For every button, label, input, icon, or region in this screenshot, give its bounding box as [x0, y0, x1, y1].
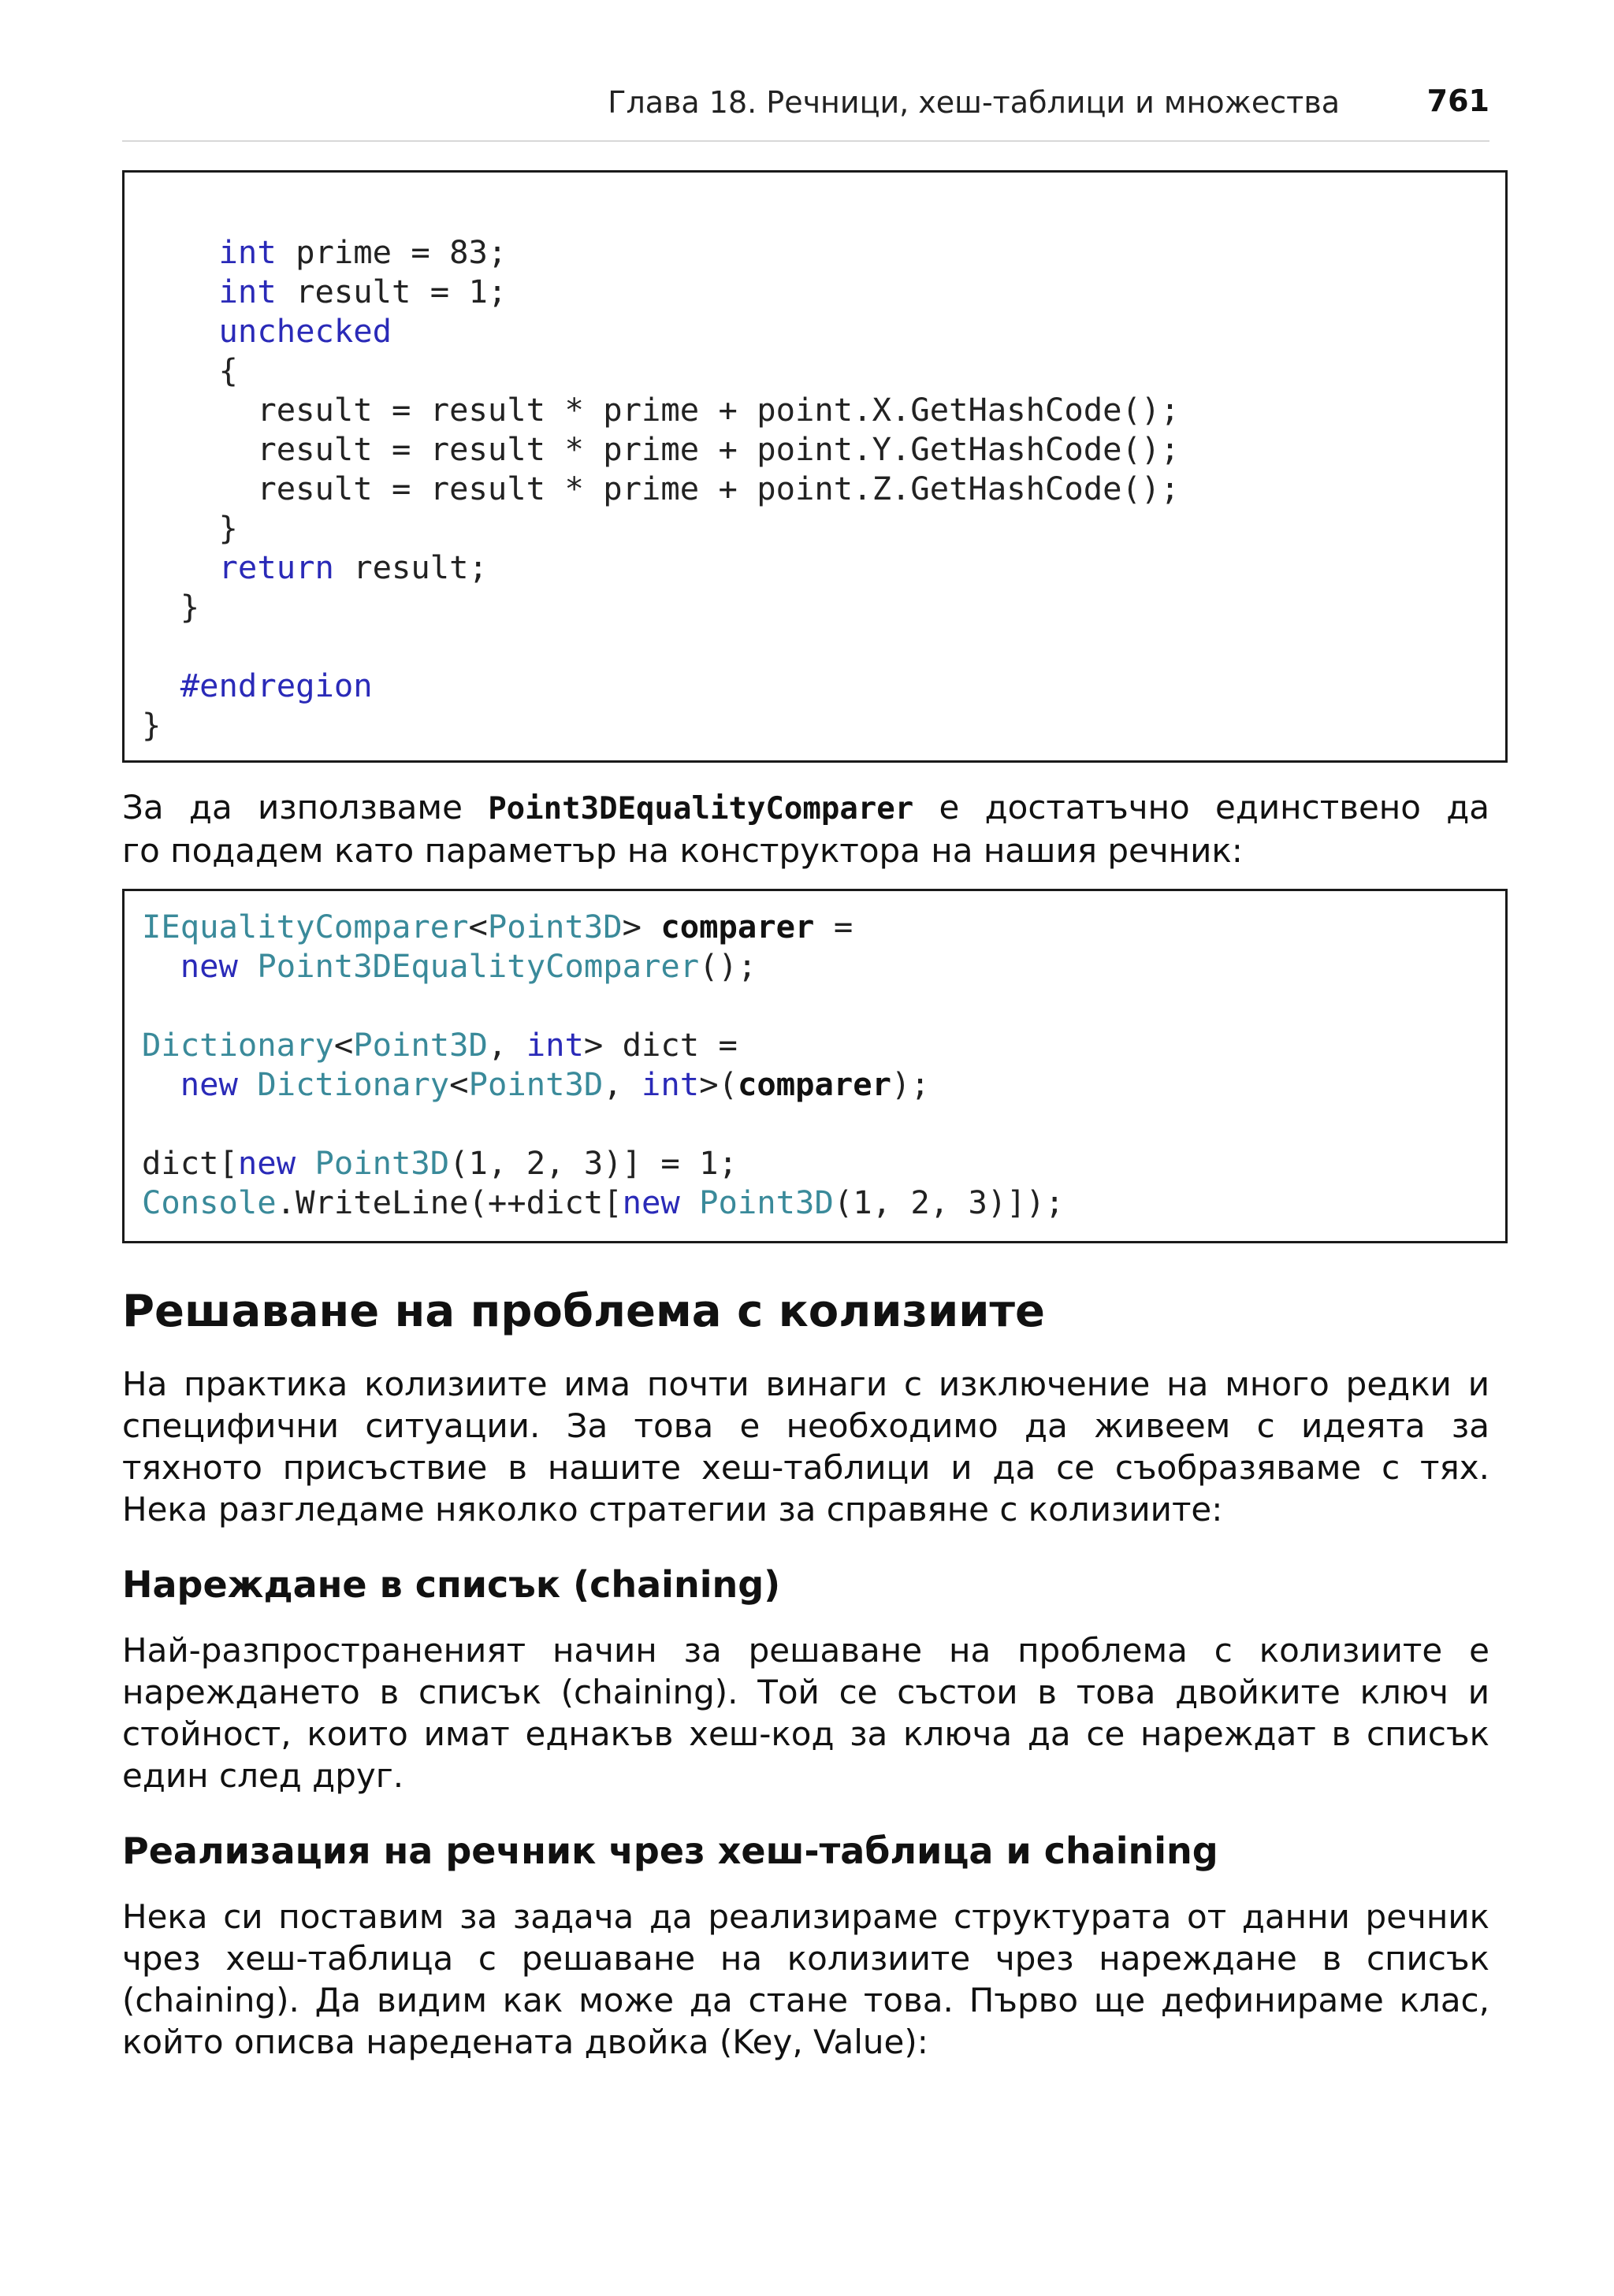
code-block-dictionary	[122, 889, 1508, 1243]
code-token	[680, 1183, 699, 1221]
code-line	[142, 232, 507, 272]
code-token: Point3D	[314, 1144, 450, 1182]
paragraph-line: тяхното присъствие в нашите хеш-таблици и да се съобразяваме с тях.	[122, 1448, 1489, 1487]
code-token: <	[333, 1026, 354, 1064]
code-line	[142, 666, 373, 705]
code-line	[142, 311, 392, 351]
code-line	[142, 587, 199, 626]
code-line	[142, 1025, 738, 1064]
paragraph-line: Нека разгледаме няколко стратегии за справяне с колизиите:	[122, 1490, 1223, 1529]
paragraph-implementation	[122, 1896, 1489, 2063]
code-token: Point3D	[699, 1183, 834, 1221]
subheading-chaining: Нареждане в списък (chaining)	[122, 1563, 781, 1606]
code-token: #endregion	[180, 667, 373, 704]
code-token: );	[891, 1065, 930, 1103]
code-token: return	[218, 548, 334, 586]
code-token: > dict =	[583, 1026, 738, 1064]
code-token: dict[	[142, 1144, 238, 1182]
code-token: result = result * prime + point.Y.GetHashCode();	[257, 430, 1180, 468]
code-token	[296, 1144, 314, 1182]
code-token: new	[180, 947, 238, 985]
code-token: <	[449, 1065, 469, 1103]
code-token: result = 1;	[276, 273, 508, 310]
code-token: <	[468, 908, 488, 946]
paragraph-text: е достатъчно единствено да	[913, 788, 1489, 827]
code-token: }	[142, 706, 162, 744]
paragraph-collisions	[122, 1363, 1489, 1530]
paragraph-text: За да използваме	[122, 788, 489, 827]
code-token: new	[622, 1183, 680, 1221]
code-line	[142, 907, 853, 946]
code-line	[142, 508, 238, 548]
paragraph-line: (chaining). Да видим как може да стане това. Първо ще дефинираме клас,	[122, 1981, 1489, 2019]
chapter-title: Глава 18. Речници, хеш-таблици и множества	[608, 85, 1340, 120]
inline-code-comparer: Point3DEqualityComparer	[488, 791, 914, 827]
code-line	[142, 429, 1180, 469]
code-token: >	[622, 908, 661, 946]
code-line	[142, 351, 238, 390]
code-token: comparer	[660, 908, 815, 946]
code-token	[238, 947, 257, 985]
code-token: =	[814, 908, 853, 946]
code-line	[142, 548, 488, 587]
code-token: new	[237, 1144, 296, 1182]
paragraph-line: На практика колизиите има почти винаги с изключение на много редки и	[122, 1365, 1489, 1403]
paragraph-chaining	[122, 1629, 1489, 1796]
code-token: ,	[603, 1065, 642, 1103]
code-token: >(	[699, 1065, 738, 1103]
page-number: 761	[1426, 84, 1489, 118]
code-token: {	[218, 351, 238, 389]
paragraph-line: един след друг.	[122, 1756, 404, 1795]
code-token: int	[218, 273, 277, 310]
code-line	[142, 469, 1180, 508]
code-token: }	[180, 588, 200, 626]
code-token: Point3DEqualityComparer	[257, 947, 700, 985]
code-token: int	[526, 1026, 584, 1064]
code-token: IEqualityComparer	[142, 908, 469, 946]
code-line	[142, 946, 757, 986]
subheading-implementation: Реализация на речник чрез хеш-таблица и chaining	[122, 1830, 1218, 1872]
code-line	[142, 1143, 738, 1183]
page-header	[122, 79, 1489, 142]
code-block-hashcode	[122, 170, 1508, 763]
code-line	[142, 1183, 1064, 1222]
code-token: ,	[487, 1026, 526, 1064]
code-token: int	[642, 1065, 700, 1103]
paragraph-line: чрез хеш-таблица с решаване на колизиите чрез нареждане в списък	[122, 1939, 1489, 1978]
code-token: Console	[142, 1183, 277, 1221]
paragraph-line: Нека си поставим за задача да реализираме структурата от данни речник	[122, 1897, 1489, 1936]
paragraph-line: специфични ситуации. За това е необходимо да живеем с идеята за	[122, 1406, 1489, 1445]
paragraph-line: който описва наредената двойка (Key, Value):	[122, 2023, 928, 2061]
section-heading: Решаване на проблема с колизиите	[122, 1286, 1045, 1337]
code-token: Point3D	[487, 908, 623, 946]
code-token: result = result * prime + point.X.GetHashCode();	[257, 391, 1180, 429]
code-token: ();	[699, 947, 757, 985]
code-token: prime = 83;	[276, 233, 508, 271]
code-token: Point3D	[353, 1026, 488, 1064]
paragraph-text: го подадем като параметър на конструктора на нашия речник:	[122, 831, 1243, 870]
code-token: (1, 2, 3)] = 1;	[449, 1144, 738, 1182]
code-token	[238, 1065, 257, 1103]
code-token: comparer	[737, 1065, 892, 1103]
paragraph-line: нареждането в списък (chaining). Той се състои в това двойките ключ и	[122, 1673, 1489, 1711]
code-token: unchecked	[218, 312, 392, 350]
code-token: new	[180, 1065, 238, 1103]
code-line	[142, 705, 161, 745]
paragraph-line: стойност, които имат еднакъв хеш-код за ключа да се нареждат в списък	[122, 1715, 1489, 1753]
code-token: .WriteLine(++dict[	[276, 1183, 623, 1221]
paragraph-line: Най-разпространеният начин за решаване на проблема с колизиите е	[122, 1631, 1489, 1670]
code-token: result = result * prime + point.Z.GetHashCode();	[257, 470, 1180, 507]
code-token: Dictionary	[142, 1026, 334, 1064]
code-line	[142, 390, 1180, 429]
code-token: }	[218, 509, 238, 547]
code-token: (1, 2, 3)]);	[833, 1183, 1065, 1221]
code-line	[142, 272, 507, 311]
paragraph-comparer-usage	[122, 786, 1489, 871]
code-token: Point3D	[468, 1065, 604, 1103]
code-line	[142, 1064, 930, 1104]
code-token: result;	[333, 548, 488, 586]
code-token: Dictionary	[257, 1065, 450, 1103]
code-token: int	[218, 233, 277, 271]
